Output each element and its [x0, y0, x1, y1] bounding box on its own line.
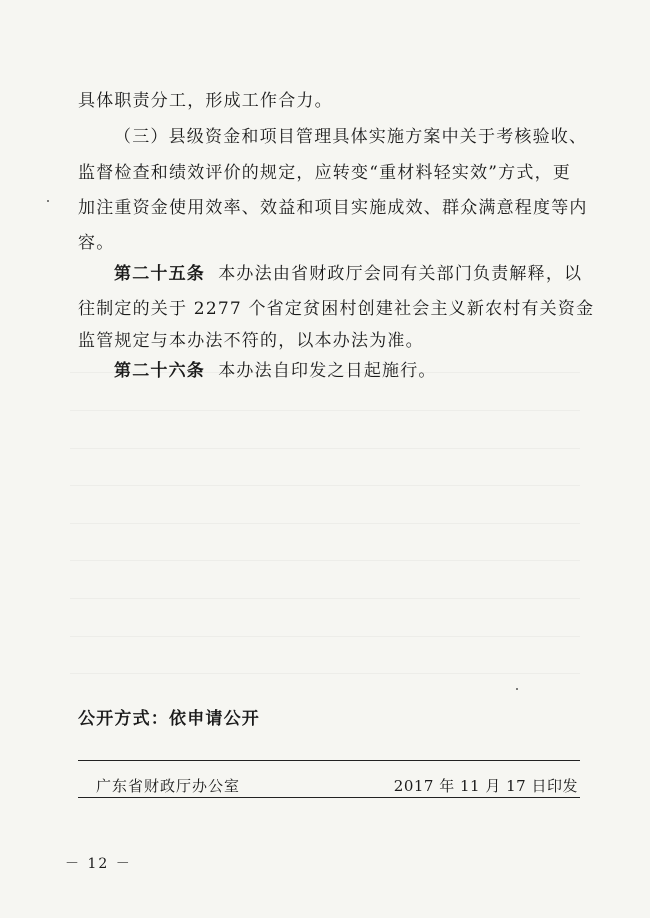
bleed-through-line: [70, 560, 580, 561]
article-25-title: 第二十五条: [114, 264, 205, 284]
article-25-text: 本办法由省财政厅会同有关部门负责解释，以: [218, 264, 583, 284]
article-26-title: 第二十六条: [114, 361, 205, 381]
bleed-through-line: [70, 673, 580, 674]
issuing-office: 广东省财政厅办公室: [96, 777, 241, 795]
body-line: （三）县级资金和项目管理具体实施方案中关于考核验收、: [114, 127, 588, 147]
body-line: 具体职责分工，形成工作合力。: [78, 91, 333, 111]
body-line: 加注重资金使用效率、效益和项目实施成效、群众满意程度等内: [78, 198, 588, 218]
body-line: 监督检查和绩效评价的规定，应转变“重材料轻实效”方式，更: [78, 163, 571, 183]
page-number: － 12 －: [65, 856, 132, 872]
article-26-text: 本办法自印发之日起施行。: [218, 361, 437, 381]
article-26-line: [114, 360, 437, 382]
bleed-through-line: [70, 598, 580, 599]
article-25-line-2: 往制定的关于 2277 个省定贫困村创建社会主义新农村有关资金: [78, 299, 595, 319]
bleed-through-line: [70, 448, 580, 449]
bleed-through-line: [70, 636, 580, 637]
bleed-through-line: [70, 410, 580, 411]
body-line: 容。: [78, 233, 115, 253]
article-25-line-1: [114, 263, 582, 285]
bleed-through-line: [70, 485, 580, 486]
article-25-line-3: 监管规定与本办法不符的，以本办法为准。: [78, 331, 424, 351]
scan-speck: [516, 688, 518, 690]
disclosure-method: 公开方式：依申请公开: [78, 709, 260, 729]
footer-bottom-rule: [78, 797, 580, 798]
footer-top-rule: [78, 760, 580, 761]
issue-date: 2017 年 11 月 17 日印发: [393, 777, 578, 795]
scan-speck: [47, 200, 49, 202]
bleed-through-line: [70, 523, 580, 524]
